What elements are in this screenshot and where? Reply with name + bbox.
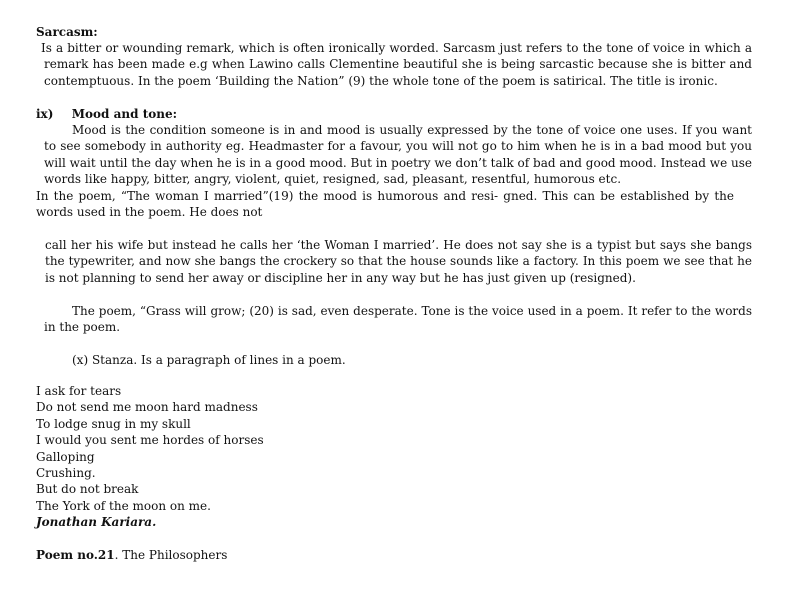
- next-poem-label: Poem no.21: [36, 548, 115, 562]
- next-poem-title: . The Philosophers: [114, 548, 228, 562]
- sarcasm-paragraph: Is a bitter or wounding remark, which is often ironically worded. Sarcasm just refers to the tone of voice in which a remark has been made e.g when Lawino calls Clementine beautiful she is being sarcastic because she is bitter and contemptuous. In the poem ‘Building the Nation” (9) the whole tone of the poem is satirical. The title is ironic.: [41, 41, 752, 88]
- next-poem-heading: [36, 547, 227, 563]
- poem-author: Jonathan Kariara.: [36, 515, 157, 530]
- poem-line: Galloping: [36, 449, 95, 464]
- poem-line: I would you sent me hordes of horses: [36, 433, 264, 448]
- mood-paragraph-2: In the poem, “The woman I married”(19) the mood is humorous and resi- gned. This can be established by the words used in the poem. He does not: [36, 189, 734, 220]
- mood-paragraph-1: Mood is the condition someone is in and mood is usually expressed by the tone of voice one uses. If you want to see somebody in authority eg. Headmaster for a favour, you will not go to him when he is in a bad mood but you will wait until the day when he is in a good mood. But in poetry we don’t talk of bad and good mood. Instead we use words like happy, bitter, angry, violent, quiet, resigned, sad, pleasant, resentful, humorous etc.: [44, 123, 752, 187]
- mood-heading: [36, 106, 177, 122]
- poem-stanza: [36, 383, 264, 531]
- poem-line: I ask for tears: [36, 384, 122, 398]
- poem-line: The York of the moon on me.: [36, 498, 211, 513]
- mood-paragraph-3: call her his wife but instead he calls her ‘the Woman I married’. He does not say she is a typist but says she bangs the typewriter, and now she bangs the crockery so that the house sounds like a factory. In this poem we see that he is not planning to send her away or discipline her in any way but he has just given up (resigned).: [45, 238, 752, 285]
- stanza-definition: (x) Stanza. Is a paragraph of lines in a poem.: [72, 353, 346, 367]
- mood-section-title: Mood and tone:: [71, 107, 178, 121]
- poem-line: But do not break: [36, 482, 139, 497]
- sarcasm-heading: Sarcasm:: [36, 25, 98, 39]
- mood-section-number: ix): [36, 107, 54, 121]
- mood-paragraph-4: The poem, “Grass will grow; (20) is sad, even desperate. Tone is the voice used in a poem. It refer to the words in the poem.: [44, 304, 752, 335]
- poem-line: Do not send me moon hard madness: [36, 400, 258, 415]
- poem-line: Crushing.: [36, 466, 96, 481]
- poem-line: To lodge snug in my skull: [36, 416, 191, 431]
